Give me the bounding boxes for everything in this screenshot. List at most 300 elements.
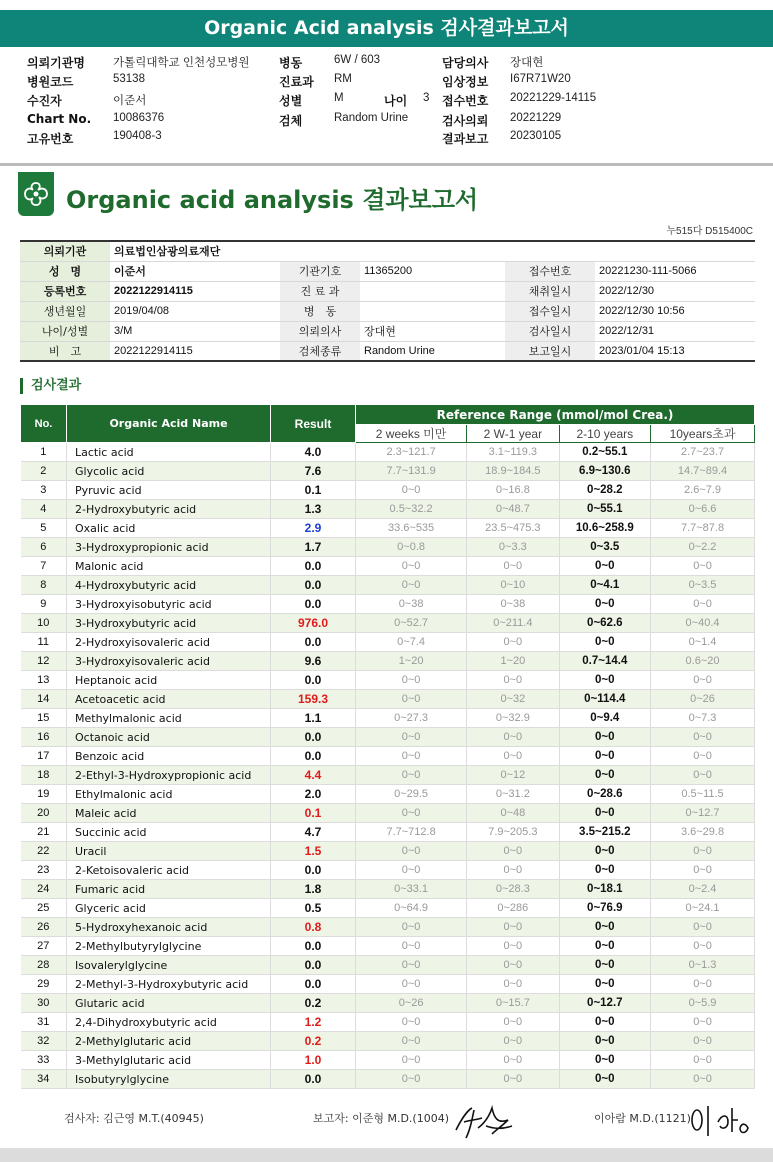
acid-name: Glyceric acid <box>67 899 271 918</box>
acid-name: 2-Methyl-3-Hydroxybutyric acid <box>67 975 271 994</box>
ref-10years-plus: 0~0 <box>651 595 755 614</box>
patient-value: 11365200 <box>360 261 505 281</box>
patient-value <box>360 301 505 321</box>
ref-2w-1year: 0~0 <box>467 918 559 937</box>
ref-2-10years: 0~4.1 <box>559 576 651 595</box>
result-row <box>21 633 755 652</box>
ref-2-10years: 0~0 <box>559 557 651 576</box>
info-label: 수진자 <box>27 94 62 108</box>
acid-name: 2-Ethyl-3-Hydroxypropionic acid <box>67 766 271 785</box>
col-header-no: No. <box>21 405 67 443</box>
result-row <box>21 918 755 937</box>
ref-2weeks: 0~0 <box>356 975 467 994</box>
ref-2-10years: 0.2~55.1 <box>559 443 651 462</box>
acid-name: Octanoic acid <box>67 728 271 747</box>
patient-row <box>20 341 755 361</box>
result-value: 4.7 <box>271 823 356 842</box>
ref-2-10years: 0~0 <box>559 1051 651 1070</box>
bottom-bar <box>0 1148 773 1162</box>
acid-name: Isovalerylglycine <box>67 956 271 975</box>
ref-2weeks: 0~0 <box>356 1013 467 1032</box>
acid-name: 5-Hydroxyhexanoic acid <box>67 918 271 937</box>
row-number: 26 <box>21 918 67 937</box>
row-number: 18 <box>21 766 67 785</box>
ref-2-10years: 0~0 <box>559 1032 651 1051</box>
row-number: 16 <box>21 728 67 747</box>
patient-value: 의료법인삼광의료재단 <box>110 241 755 261</box>
acid-name: Maleic acid <box>67 804 271 823</box>
result-value: 4.4 <box>271 766 356 785</box>
patient-label: 검사일시 <box>505 321 595 341</box>
result-row <box>21 899 755 918</box>
patient-row <box>20 261 755 281</box>
ref-2weeks: 0~0 <box>356 690 467 709</box>
result-value: 0.0 <box>271 861 356 880</box>
ref-2w-1year: 0~0 <box>467 1032 559 1051</box>
ref-2-10years: 0~0 <box>559 937 651 956</box>
ref-2w-1year: 1~20 <box>467 652 559 671</box>
acid-name: 2,4-Dihydroxybutyric acid <box>67 1013 271 1032</box>
info-value: 10086376 <box>113 112 165 124</box>
ref-2-10years: 0~28.6 <box>559 785 651 804</box>
acid-name: 3-Hydroxyisobutyric acid <box>67 595 271 614</box>
row-number: 11 <box>21 633 67 652</box>
acid-name: 3-Methylglutaric acid <box>67 1051 271 1070</box>
result-value: 0.0 <box>271 975 356 994</box>
ref-2weeks: 0~0 <box>356 481 467 500</box>
ref-2w-1year: 7.9~205.3 <box>467 823 559 842</box>
acid-name: 3-Hydroxypropionic acid <box>67 538 271 557</box>
ref-2-10years: 0~0 <box>559 956 651 975</box>
ref-10years-plus: 0~0 <box>651 557 755 576</box>
patient-value <box>360 281 505 301</box>
result-row <box>21 519 755 538</box>
age-value: 3 <box>423 92 430 104</box>
patient-value: 3/M <box>110 321 280 341</box>
result-row <box>21 975 755 994</box>
row-number: 33 <box>21 1051 67 1070</box>
result-row <box>21 614 755 633</box>
acid-name: 2-Ketoisovaleric acid <box>67 861 271 880</box>
ref-2weeks: 7.7~131.9 <box>356 462 467 481</box>
row-number: 28 <box>21 956 67 975</box>
result-value: 0.0 <box>271 937 356 956</box>
info-label: 결과보고 <box>442 132 489 146</box>
col-header-name: Organic Acid Name <box>67 405 271 443</box>
ref-2w-1year: 0~16.8 <box>467 481 559 500</box>
results-table <box>20 404 755 1089</box>
col-header-ref-age: 10years초과 <box>651 425 755 443</box>
ref-10years-plus: 0~2.4 <box>651 880 755 899</box>
acid-name: 2-Methylglutaric acid <box>67 1032 271 1051</box>
ref-2weeks: 0~0 <box>356 861 467 880</box>
info-label: 병원코드 <box>27 75 74 89</box>
result-value: 0.2 <box>271 1032 356 1051</box>
ref-2-10years: 0~0 <box>559 747 651 766</box>
row-number: 24 <box>21 880 67 899</box>
info-label: 고유번호 <box>27 132 74 146</box>
patient-label: 보고일시 <box>505 341 595 361</box>
row-number: 23 <box>21 861 67 880</box>
row-number: 12 <box>21 652 67 671</box>
reporter-credit: 보고자: 이준형 M.D.(1004) <box>313 1112 449 1125</box>
ref-10years-plus: 0~5.9 <box>651 994 755 1013</box>
result-row <box>21 766 755 785</box>
acid-name: Benzoic acid <box>67 747 271 766</box>
info-value: 20221229 <box>510 112 562 124</box>
result-row <box>21 538 755 557</box>
ref-10years-plus: 0~0 <box>651 747 755 766</box>
col-header-reference: Reference Range (mmol/mol Crea.) <box>356 405 755 425</box>
ref-2-10years: 3.5~215.2 <box>559 823 651 842</box>
result-value: 0.8 <box>271 918 356 937</box>
patient-info-table <box>20 240 755 362</box>
acid-name: Lactic acid <box>67 443 271 462</box>
logo-icon <box>23 181 49 207</box>
result-row <box>21 823 755 842</box>
patient-value: 2022122914115 <box>110 341 280 361</box>
info-value: 이준서 <box>113 95 147 107</box>
result-row <box>21 443 755 462</box>
ref-2-10years: 0~0 <box>559 804 651 823</box>
row-number: 31 <box>21 1013 67 1032</box>
footer <box>0 1100 773 1140</box>
banner-title: Organic Acid analysis 검사결과보고서 <box>0 10 773 47</box>
result-row <box>21 709 755 728</box>
row-number: 21 <box>21 823 67 842</box>
info-label: 성별 <box>279 94 303 108</box>
patient-label: 접수번호 <box>505 261 595 281</box>
acid-name: Methylmalonic acid <box>67 709 271 728</box>
ref-2-10years: 0~0 <box>559 671 651 690</box>
result-value: 0.0 <box>271 671 356 690</box>
ref-10years-plus: 0~6.6 <box>651 500 755 519</box>
ref-2weeks: 0~0 <box>356 804 467 823</box>
ref-2-10years: 10.6~258.9 <box>559 519 651 538</box>
acid-name: Succinic acid <box>67 823 271 842</box>
patient-label: 생년월일 <box>20 301 110 321</box>
acid-name: 2-Hydroxyisovaleric acid <box>67 633 271 652</box>
ref-2weeks: 0~52.7 <box>356 614 467 633</box>
result-row <box>21 557 755 576</box>
ref-10years-plus: 0~7.3 <box>651 709 755 728</box>
header-info-row <box>27 73 747 91</box>
ref-2weeks: 0~0 <box>356 842 467 861</box>
row-number: 10 <box>21 614 67 633</box>
ref-2weeks: 0~0 <box>356 576 467 595</box>
acid-name: Pyruvic acid <box>67 481 271 500</box>
info-label: 검체 <box>279 114 303 128</box>
ref-2weeks: 0~0 <box>356 728 467 747</box>
info-label: 검사의뢰 <box>442 114 489 128</box>
patient-label: 병 동 <box>280 301 360 321</box>
ref-2weeks: 0~7.4 <box>356 633 467 652</box>
col-header-ref-age: 2 W-1 year <box>467 425 559 443</box>
row-number: 4 <box>21 500 67 519</box>
result-row <box>21 595 755 614</box>
ref-10years-plus: 14.7~89.4 <box>651 462 755 481</box>
result-row <box>21 842 755 861</box>
ref-2weeks: 0~27.3 <box>356 709 467 728</box>
section-divider <box>0 163 773 166</box>
ref-10years-plus: 0~0 <box>651 671 755 690</box>
patient-value: 2022/12/30 <box>595 281 755 301</box>
patient-value: 2023/01/04 15:13 <box>595 341 755 361</box>
ref-10years-plus: 3.6~29.8 <box>651 823 755 842</box>
ref-10years-plus: 0~0 <box>651 861 755 880</box>
info-label: 담당의사 <box>442 56 489 70</box>
info-value: 190408-3 <box>113 130 162 142</box>
ref-2w-1year: 0~32.9 <box>467 709 559 728</box>
ref-10years-plus: 0~12.7 <box>651 804 755 823</box>
ref-2-10years: 0~62.6 <box>559 614 651 633</box>
acid-name: 4-Hydroxybutyric acid <box>67 576 271 595</box>
info-value: I67R71W20 <box>510 73 571 85</box>
ref-2-10years: 0~55.1 <box>559 500 651 519</box>
report-code: 누515다 D515400C <box>666 226 753 237</box>
result-value: 0.2 <box>271 994 356 1013</box>
result-row <box>21 1070 755 1089</box>
result-value: 0.0 <box>271 728 356 747</box>
ref-2w-1year: 0~0 <box>467 671 559 690</box>
doctor-credit: 이아람 M.D.(1121) <box>594 1112 691 1125</box>
header-info-row <box>27 92 747 110</box>
ref-2w-1year: 3.1~119.3 <box>467 443 559 462</box>
row-number: 30 <box>21 994 67 1013</box>
patient-label: 기관기호 <box>280 261 360 281</box>
ref-2w-1year: 0~0 <box>467 747 559 766</box>
patient-label: 채취일시 <box>505 281 595 301</box>
ref-2weeks: 0~64.9 <box>356 899 467 918</box>
result-value: 159.3 <box>271 690 356 709</box>
info-value: 20221229-14115 <box>510 92 597 104</box>
ref-10years-plus: 0~0 <box>651 975 755 994</box>
patient-row <box>20 301 755 321</box>
ref-2weeks: 0~0 <box>356 747 467 766</box>
result-value: 1.3 <box>271 500 356 519</box>
acid-name: Malonic acid <box>67 557 271 576</box>
acid-name: Glycolic acid <box>67 462 271 481</box>
ref-2w-1year: 0~31.2 <box>467 785 559 804</box>
acid-name: Isobutyrylglycine <box>67 1070 271 1089</box>
col-header-ref-age: 2 weeks 미만 <box>356 425 467 443</box>
patient-label: 의뢰의사 <box>280 321 360 341</box>
info-value: 20230105 <box>510 130 562 142</box>
row-number: 15 <box>21 709 67 728</box>
row-number: 19 <box>21 785 67 804</box>
ref-2w-1year: 0~0 <box>467 728 559 747</box>
patient-row <box>20 281 755 301</box>
result-row <box>21 1013 755 1032</box>
row-number: 17 <box>21 747 67 766</box>
ref-10years-plus: 0~2.2 <box>651 538 755 557</box>
patient-value: Random Urine <box>360 341 505 361</box>
ref-10years-plus: 7.7~87.8 <box>651 519 755 538</box>
patient-label: 진 료 과 <box>280 281 360 301</box>
result-value: 0.1 <box>271 481 356 500</box>
acid-name: Oxalic acid <box>67 519 271 538</box>
result-row <box>21 880 755 899</box>
patient-label: 접수일시 <box>505 301 595 321</box>
acid-name: Fumaric acid <box>67 880 271 899</box>
ref-2w-1year: 0~38 <box>467 595 559 614</box>
result-row <box>21 671 755 690</box>
ref-2w-1year: 0~48.7 <box>467 500 559 519</box>
acid-name: Acetoacetic acid <box>67 690 271 709</box>
acid-name: Uracil <box>67 842 271 861</box>
row-number: 27 <box>21 937 67 956</box>
row-number: 8 <box>21 576 67 595</box>
doctor-signature <box>688 1102 752 1140</box>
ref-2-10years: 0~0 <box>559 766 651 785</box>
ref-2w-1year: 0~3.3 <box>467 538 559 557</box>
result-value: 1.2 <box>271 1013 356 1032</box>
ref-2weeks: 0.5~32.2 <box>356 500 467 519</box>
acid-name: 2-Methylbutyrylglycine <box>67 937 271 956</box>
info-value: M <box>334 92 344 104</box>
lab-logo <box>18 172 54 216</box>
ref-2weeks: 0~0 <box>356 956 467 975</box>
patient-value: 이준서 <box>110 261 280 281</box>
ref-2-10years: 0~18.1 <box>559 880 651 899</box>
row-number: 20 <box>21 804 67 823</box>
ref-10years-plus: 0~0 <box>651 766 755 785</box>
info-label: 병동 <box>279 56 303 70</box>
ref-2w-1year: 0~0 <box>467 633 559 652</box>
patient-value: 2019/04/08 <box>110 301 280 321</box>
ref-10years-plus: 0~0 <box>651 842 755 861</box>
result-value: 4.0 <box>271 443 356 462</box>
result-row <box>21 937 755 956</box>
tester-credit: 검사자: 김근영 M.T.(40945) <box>64 1112 204 1125</box>
ref-2-10years: 0~3.5 <box>559 538 651 557</box>
ref-2weeks: 0~0 <box>356 1032 467 1051</box>
row-number: 7 <box>21 557 67 576</box>
ref-10years-plus: 2.7~23.7 <box>651 443 755 462</box>
result-row <box>21 652 755 671</box>
result-value: 1.0 <box>271 1051 356 1070</box>
result-row <box>21 481 755 500</box>
result-row <box>21 747 755 766</box>
row-number: 14 <box>21 690 67 709</box>
ref-2weeks: 7.7~712.8 <box>356 823 467 842</box>
result-row <box>21 462 755 481</box>
patient-label: 비 고 <box>20 341 110 361</box>
patient-value: 장대현 <box>360 321 505 341</box>
result-value: 1.1 <box>271 709 356 728</box>
patient-value: 20221230-111-5066 <box>595 261 755 281</box>
results-body <box>21 443 755 1089</box>
col-header-result: Result <box>271 405 356 443</box>
ref-2weeks: 2.3~121.7 <box>356 443 467 462</box>
result-value: 0.0 <box>271 747 356 766</box>
ref-10years-plus: 0~1.3 <box>651 956 755 975</box>
ref-2w-1year: 0~10 <box>467 576 559 595</box>
ref-10years-plus: 0~0 <box>651 1070 755 1089</box>
ref-2w-1year: 0~12 <box>467 766 559 785</box>
ref-2weeks: 0~0 <box>356 671 467 690</box>
info-value: 가톨릭대학교 인천성모병원 <box>113 57 250 69</box>
ref-2weeks: 0~0 <box>356 937 467 956</box>
ref-2w-1year: 0~15.7 <box>467 994 559 1013</box>
ref-10years-plus: 0~26 <box>651 690 755 709</box>
result-value: 0.0 <box>271 633 356 652</box>
ref-2-10years: 0~0 <box>559 595 651 614</box>
result-row <box>21 956 755 975</box>
header-info-row <box>27 54 747 72</box>
result-value: 0.1 <box>271 804 356 823</box>
ref-10years-plus: 0.6~20 <box>651 652 755 671</box>
patient-value: 2022122914115 <box>110 281 280 301</box>
ref-2w-1year: 0~211.4 <box>467 614 559 633</box>
section-title: 검사결과 <box>20 378 81 394</box>
ref-10years-plus: 0~0 <box>651 937 755 956</box>
ref-10years-plus: 0~0 <box>651 1032 755 1051</box>
acid-name: Heptanoic acid <box>67 671 271 690</box>
result-row <box>21 1051 755 1070</box>
header-info-row <box>27 112 747 130</box>
result-row <box>21 690 755 709</box>
ref-10years-plus: 0~40.4 <box>651 614 755 633</box>
ref-2weeks: 0~29.5 <box>356 785 467 804</box>
ref-2w-1year: 0~0 <box>467 861 559 880</box>
ref-2w-1year: 0~0 <box>467 937 559 956</box>
ref-10years-plus: 0~0 <box>651 918 755 937</box>
ref-2w-1year: 0~0 <box>467 557 559 576</box>
row-number: 34 <box>21 1070 67 1089</box>
result-value: 0.5 <box>271 899 356 918</box>
info-value: 장대현 <box>510 57 544 69</box>
result-row <box>21 861 755 880</box>
row-number: 25 <box>21 899 67 918</box>
patient-value: 2022/12/31 <box>595 321 755 341</box>
ref-10years-plus: 0~0 <box>651 1051 755 1070</box>
info-value: 53138 <box>113 73 145 85</box>
ref-2-10years: 0~0 <box>559 861 651 880</box>
ref-2weeks: 33.6~535 <box>356 519 467 538</box>
row-number: 6 <box>21 538 67 557</box>
info-value: RM <box>334 73 352 85</box>
ref-2weeks: 0~0 <box>356 1070 467 1089</box>
row-number: 22 <box>21 842 67 861</box>
row-number: 29 <box>21 975 67 994</box>
acid-name: Ethylmalonic acid <box>67 785 271 804</box>
result-value: 0.0 <box>271 956 356 975</box>
ref-2weeks: 0~38 <box>356 595 467 614</box>
ref-2-10years: 0~0 <box>559 1070 651 1089</box>
acid-name: 2-Hydroxybutyric acid <box>67 500 271 519</box>
result-row <box>21 500 755 519</box>
patient-label: 검체종류 <box>280 341 360 361</box>
ref-10years-plus: 0~1.4 <box>651 633 755 652</box>
info-label: 임상정보 <box>442 75 489 89</box>
ref-10years-plus: 0~3.5 <box>651 576 755 595</box>
result-row <box>21 994 755 1013</box>
acid-name: 3-Hydroxyisovaleric acid <box>67 652 271 671</box>
result-value: 7.6 <box>271 462 356 481</box>
info-label: 진료과 <box>279 75 314 89</box>
info-label: 의뢰기관명 <box>27 56 85 70</box>
ref-2-10years: 0~0 <box>559 728 651 747</box>
ref-2w-1year: 0~48 <box>467 804 559 823</box>
acid-name: Glutaric acid <box>67 994 271 1013</box>
ref-2weeks: 0~0.8 <box>356 538 467 557</box>
patient-label: 의뢰기관 <box>20 241 110 261</box>
info-value: Random Urine <box>334 112 409 124</box>
result-value: 1.5 <box>271 842 356 861</box>
result-value: 1.8 <box>271 880 356 899</box>
ref-2weeks: 0~26 <box>356 994 467 1013</box>
